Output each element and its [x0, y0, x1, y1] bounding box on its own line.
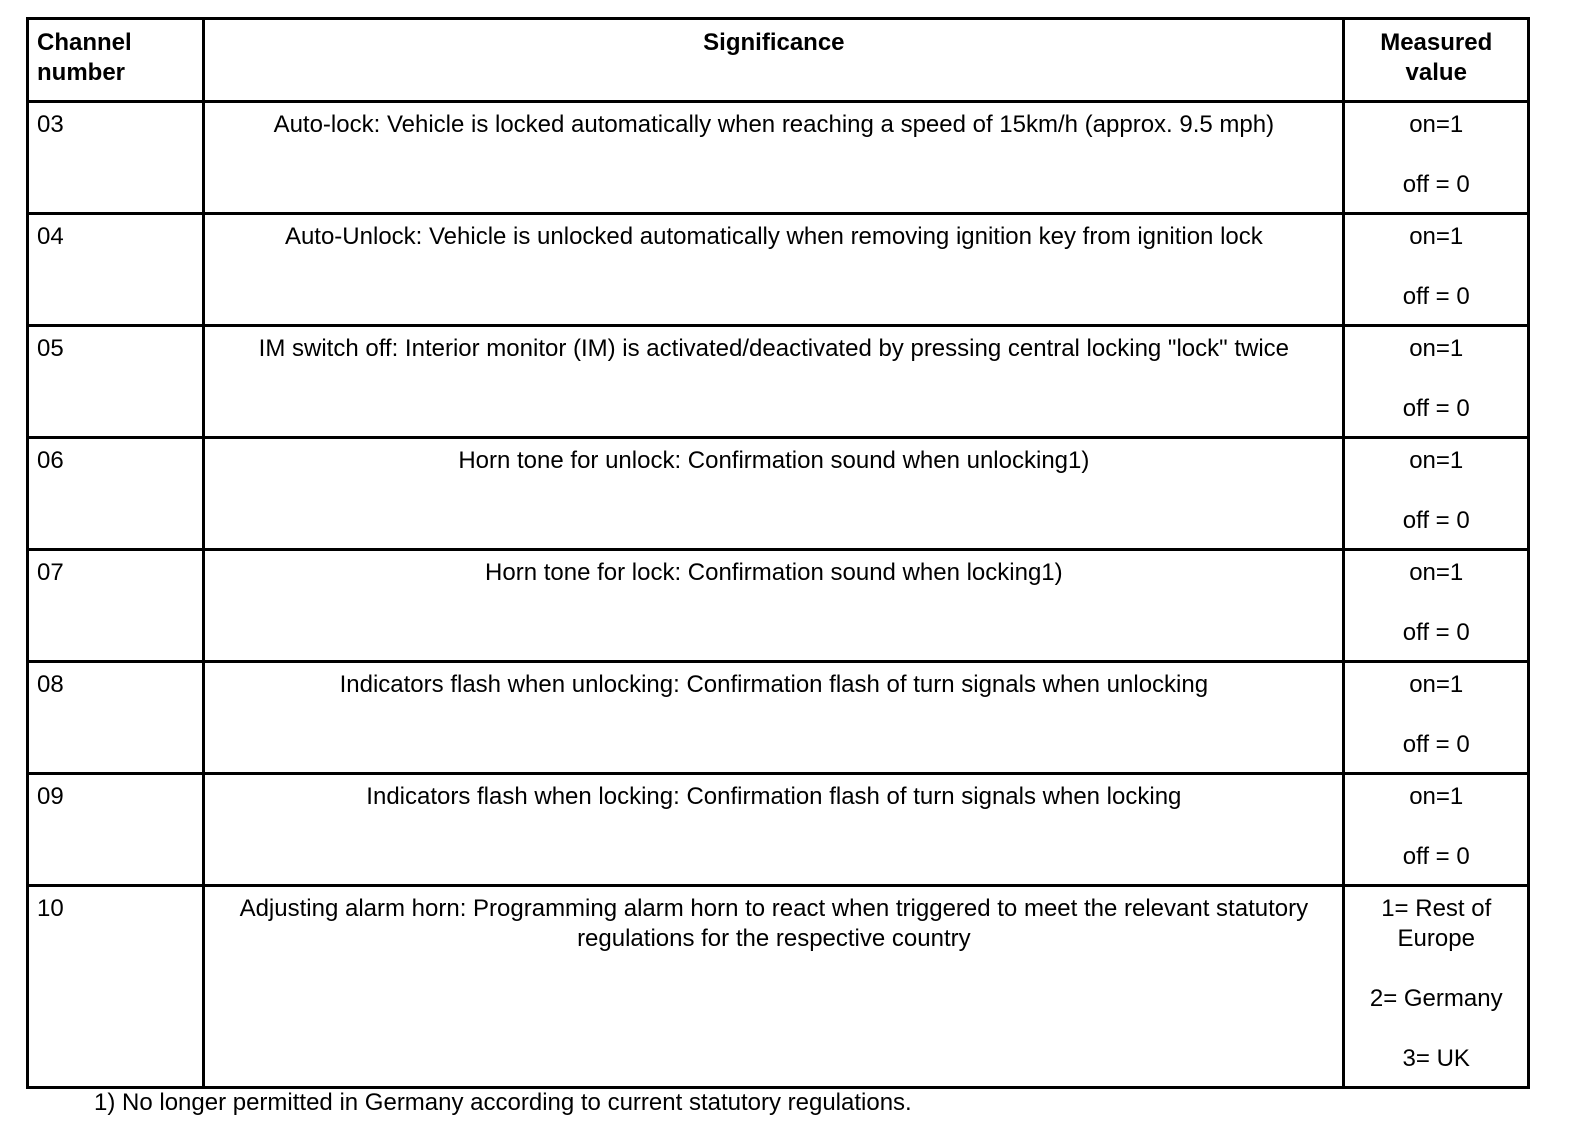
table-row: [28, 550, 1529, 662]
channel-number-cell: 06: [28, 438, 204, 550]
measured-value-uk: 3= UK: [1402, 1045, 1470, 1072]
table-row: [28, 774, 1529, 886]
measured-value-on: on=1: [1409, 559, 1464, 586]
measured-value-off: off = 0: [1402, 171, 1470, 198]
header-row: [28, 19, 1529, 102]
measured-value-off: off = 0: [1402, 283, 1470, 310]
table-row: [28, 662, 1529, 774]
channel-number-cell: 04: [28, 214, 204, 326]
measured-value-on: on=1: [1409, 335, 1464, 362]
measured-value-on: on=1: [1409, 111, 1464, 138]
significance-cell: Indicators flash when locking: Confirmation flash of turn signals when locking: [204, 774, 1344, 886]
measured-value-cell: [1344, 326, 1529, 438]
significance-cell: Adjusting alarm horn: Programming alarm horn to react when triggered to meet the relevant statutory regulations for the respective country: [204, 886, 1344, 1088]
significance-cell: IM switch off: Interior monitor (IM) is activated/deactivated by pressing central locking "lock" twice: [204, 326, 1344, 438]
measured-value-off: off = 0: [1402, 731, 1470, 758]
measured-value-germany: 2= Germany: [1369, 985, 1503, 1012]
table-row: [28, 886, 1529, 1088]
significance-cell: Horn tone for lock: Confirmation sound when locking1): [204, 550, 1344, 662]
significance-cell: Indicators flash when unlocking: Confirmation flash of turn signals when unlocking: [204, 662, 1344, 774]
channel-number-cell: 07: [28, 550, 204, 662]
table-row: [28, 102, 1529, 214]
measured-value-off: off = 0: [1402, 395, 1470, 422]
measured-value-cell: [1344, 102, 1529, 214]
channel-number-cell: 03: [28, 102, 204, 214]
measured-value-off: off = 0: [1402, 507, 1470, 534]
channel-number-cell: 08: [28, 662, 204, 774]
measured-value-off: off = 0: [1402, 843, 1470, 870]
measured-value-on: on=1: [1409, 783, 1464, 810]
measured-value-on: on=1: [1409, 671, 1464, 698]
channel-number-cell: 10: [28, 886, 204, 1088]
header-significance: Significance: [204, 19, 1344, 102]
channel-table: [26, 17, 1530, 1089]
measured-value-cell: [1344, 662, 1529, 774]
header-channel-number: Channel number: [28, 19, 204, 102]
measured-value-off: off = 0: [1402, 619, 1470, 646]
channel-number-cell: 09: [28, 774, 204, 886]
measured-value-on: on=1: [1409, 223, 1464, 250]
measured-value-cell: [1344, 550, 1529, 662]
significance-cell: Auto-Unlock: Vehicle is unlocked automatically when removing ignition key from ignition lock: [204, 214, 1344, 326]
table-row: [28, 326, 1529, 438]
measured-value-cell: [1344, 774, 1529, 886]
header-measured-value: Measured value: [1344, 19, 1529, 102]
channel-number-cell: 05: [28, 326, 204, 438]
table-row: [28, 214, 1529, 326]
table-row: [28, 438, 1529, 550]
footnote: 1) No longer permitted in Germany according to current statutory regulations.: [94, 1089, 912, 1116]
measured-value-rest-of-europe: 1= Rest of Europe: [1381, 895, 1492, 952]
measured-value-cell: [1344, 438, 1529, 550]
measured-value-on: on=1: [1409, 447, 1464, 474]
measured-value-cell: [1344, 214, 1529, 326]
significance-cell: Auto-lock: Vehicle is locked automatically when reaching a speed of 15km/h (approx. 9.5 mph): [204, 102, 1344, 214]
significance-cell: Horn tone for unlock: Confirmation sound when unlocking1): [204, 438, 1344, 550]
measured-value-cell: [1344, 886, 1529, 1088]
